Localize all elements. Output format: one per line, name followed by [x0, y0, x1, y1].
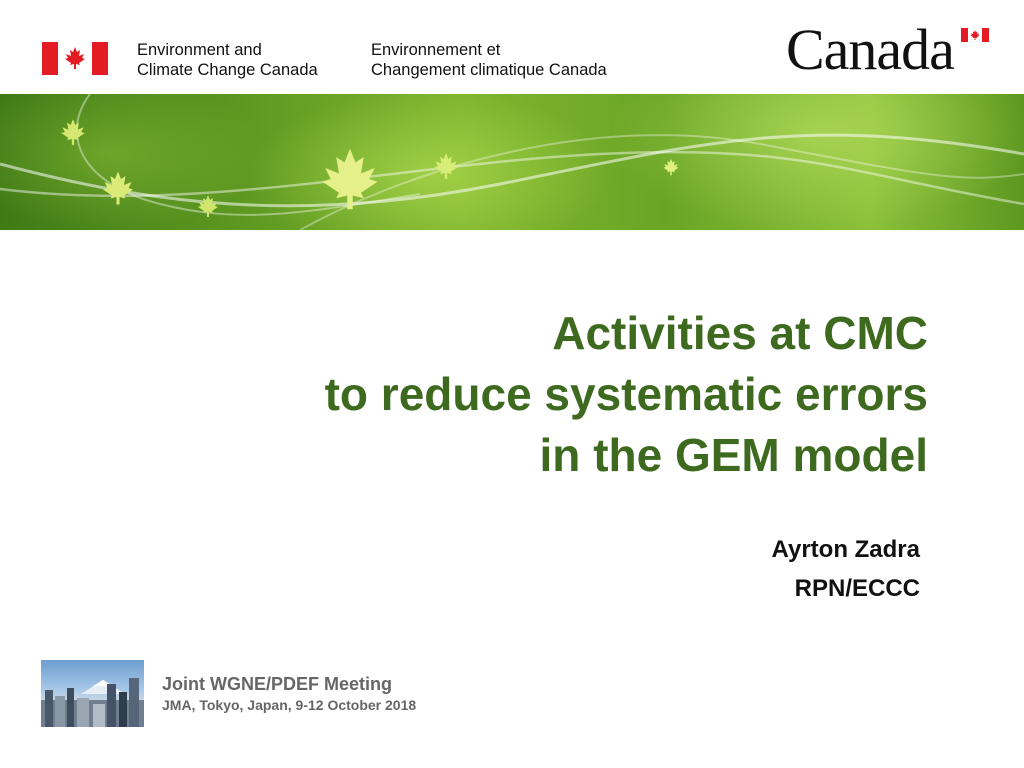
maple-leaf-icon [662, 158, 680, 176]
presentation-title [325, 303, 928, 486]
department-name-fr: Environnement et Changement climatique Canada [371, 41, 607, 79]
wordmark-flag-icon [961, 28, 989, 42]
author-block [772, 530, 920, 608]
title-line: Activities at CMC [552, 307, 928, 359]
swirl-lines-decoration [0, 94, 1024, 230]
meeting-info [162, 673, 416, 715]
maple-leaf-icon [192, 194, 224, 218]
maple-leaf-icon [432, 152, 460, 180]
meeting-name: Joint WGNE/PDEF Meeting [162, 674, 393, 694]
canada-flag-icon [42, 42, 108, 75]
department-name-en: Environment and Climate Change Canada [137, 41, 318, 79]
title-line: in the GEM model [539, 429, 928, 481]
maple-leaf-icon [305, 146, 395, 212]
maple-leaf-icon [60, 118, 86, 146]
author-affiliation: RPN/ECCC [794, 575, 920, 602]
canada-wordmark: Canada [786, 17, 954, 82]
meeting-details: JMA, Tokyo, Japan, 9-12 October 2018 [162, 697, 417, 713]
maple-leaf-banner [0, 94, 1024, 230]
title-line: to reduce systematic errors [324, 368, 928, 420]
maple-leaf-icon [100, 170, 136, 206]
author-name: Ayrton Zadra [771, 536, 920, 563]
header [0, 0, 1024, 94]
tokyo-skyline-image [41, 660, 144, 727]
